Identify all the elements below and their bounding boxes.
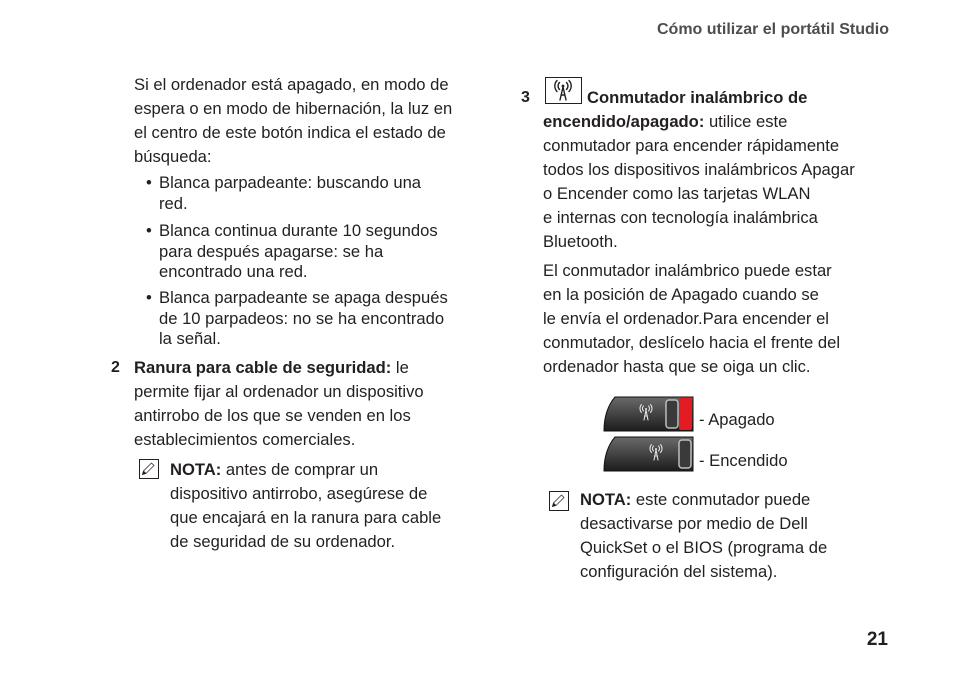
intro-line: Si el ordenador está apagado, en modo de (134, 75, 449, 94)
item-text: utilice este (704, 112, 788, 131)
wireless-switch-paragraph (543, 86, 893, 254)
note-paragraph (580, 488, 880, 584)
note-text: antes de comprar un (221, 460, 379, 479)
bullet-line: la señal. (159, 329, 221, 348)
item-title: Conmutador inalámbrico de (587, 88, 808, 107)
note-label: NOTA: (170, 460, 222, 479)
note-paragraph (170, 458, 475, 554)
paragraph-line: El conmutador inalámbrico puede estar (543, 261, 832, 280)
note-line: desactivarse por medio de Dell (580, 514, 808, 533)
intro-line: búsqueda: (134, 147, 212, 166)
item-line: conmutador para encender rápidamente (543, 136, 840, 155)
page-number: 21 (866, 629, 888, 650)
switch-red-indicator (679, 398, 692, 430)
paragraph-line: en la posición de Apagado cuando se (543, 285, 819, 304)
note-line: que encajará en la ranura para cable (170, 508, 442, 527)
note-text: este conmutador puede (631, 490, 811, 509)
intro-paragraph (134, 73, 479, 169)
item-number: 3 (521, 89, 530, 106)
item-text: le (391, 358, 409, 377)
note-line: de seguridad de su ordenador. (170, 532, 396, 551)
paragraph-line: ordenador hasta que se oiga un clic. (543, 357, 811, 376)
item-number: 2 (111, 359, 120, 376)
item-line: todos los dispositivos inalámbricos Apagar (543, 160, 855, 179)
paragraph-line: conmutador, deslícelo hacia el frente del (543, 333, 841, 352)
note-pencil-icon (139, 459, 159, 479)
bullet-item (146, 173, 479, 214)
intro-line: el centro de este botón indica el estado de (134, 123, 446, 142)
switch-position-paragraph (543, 259, 893, 379)
bullet-item (146, 288, 479, 350)
item-title: Ranura para cable de seguridad: (134, 358, 392, 377)
bullet-dot: • (146, 288, 152, 307)
note-label: NOTA: (580, 490, 632, 509)
security-slot-paragraph (134, 356, 479, 452)
note-pencil-icon (549, 491, 569, 511)
bullet-line: para después apagarse: se ha (159, 241, 384, 261)
item-line: o Encender como las tarjetas WLAN (543, 184, 811, 203)
wireless-switch-off-image (603, 396, 694, 432)
note-line: QuickSet o el BIOS (programa de (580, 538, 828, 557)
bullet-dot: • (146, 173, 152, 192)
running-header: Cómo utilizar el portátil Studio (657, 21, 889, 38)
intro-line: espera o en modo de hibernación, la luz en (134, 99, 453, 118)
note-line: configuración del sistema). (580, 562, 778, 581)
bullet-line: Blanca parpadeante: buscando una (159, 173, 422, 192)
wireless-switch-on-image (603, 436, 694, 472)
item-line: permite fijar al ordenador un dispositivo (134, 382, 424, 401)
paragraph-line: le envía el ordenador.Para encender el (543, 309, 829, 328)
bullet-dot: • (146, 221, 152, 240)
bullet-item (146, 221, 479, 283)
bullet-line: Blanca continua durante 10 segundos (159, 221, 438, 240)
bullet-line: encontrado una red. (159, 262, 308, 281)
item-line: antirrobo de los que se venden en los (134, 406, 411, 425)
item-line: Bluetooth. (543, 232, 618, 251)
switch-off-label: - Apagado (699, 410, 775, 429)
bullet-line: Blanca parpadeante se apaga después (159, 288, 448, 307)
item-line: e internas con tecnología inalámbrica (543, 208, 818, 227)
bullet-line: de 10 parpadeos: no se ha encontrado (159, 308, 445, 328)
switch-on-label: - Encendido (699, 451, 788, 470)
bullet-line: red. (159, 193, 188, 213)
note-line: dispositivo antirrobo, asegúrese de (170, 484, 428, 503)
item-line: establecimientos comerciales. (134, 430, 356, 449)
item-title: encendido/apagado: (543, 112, 705, 131)
